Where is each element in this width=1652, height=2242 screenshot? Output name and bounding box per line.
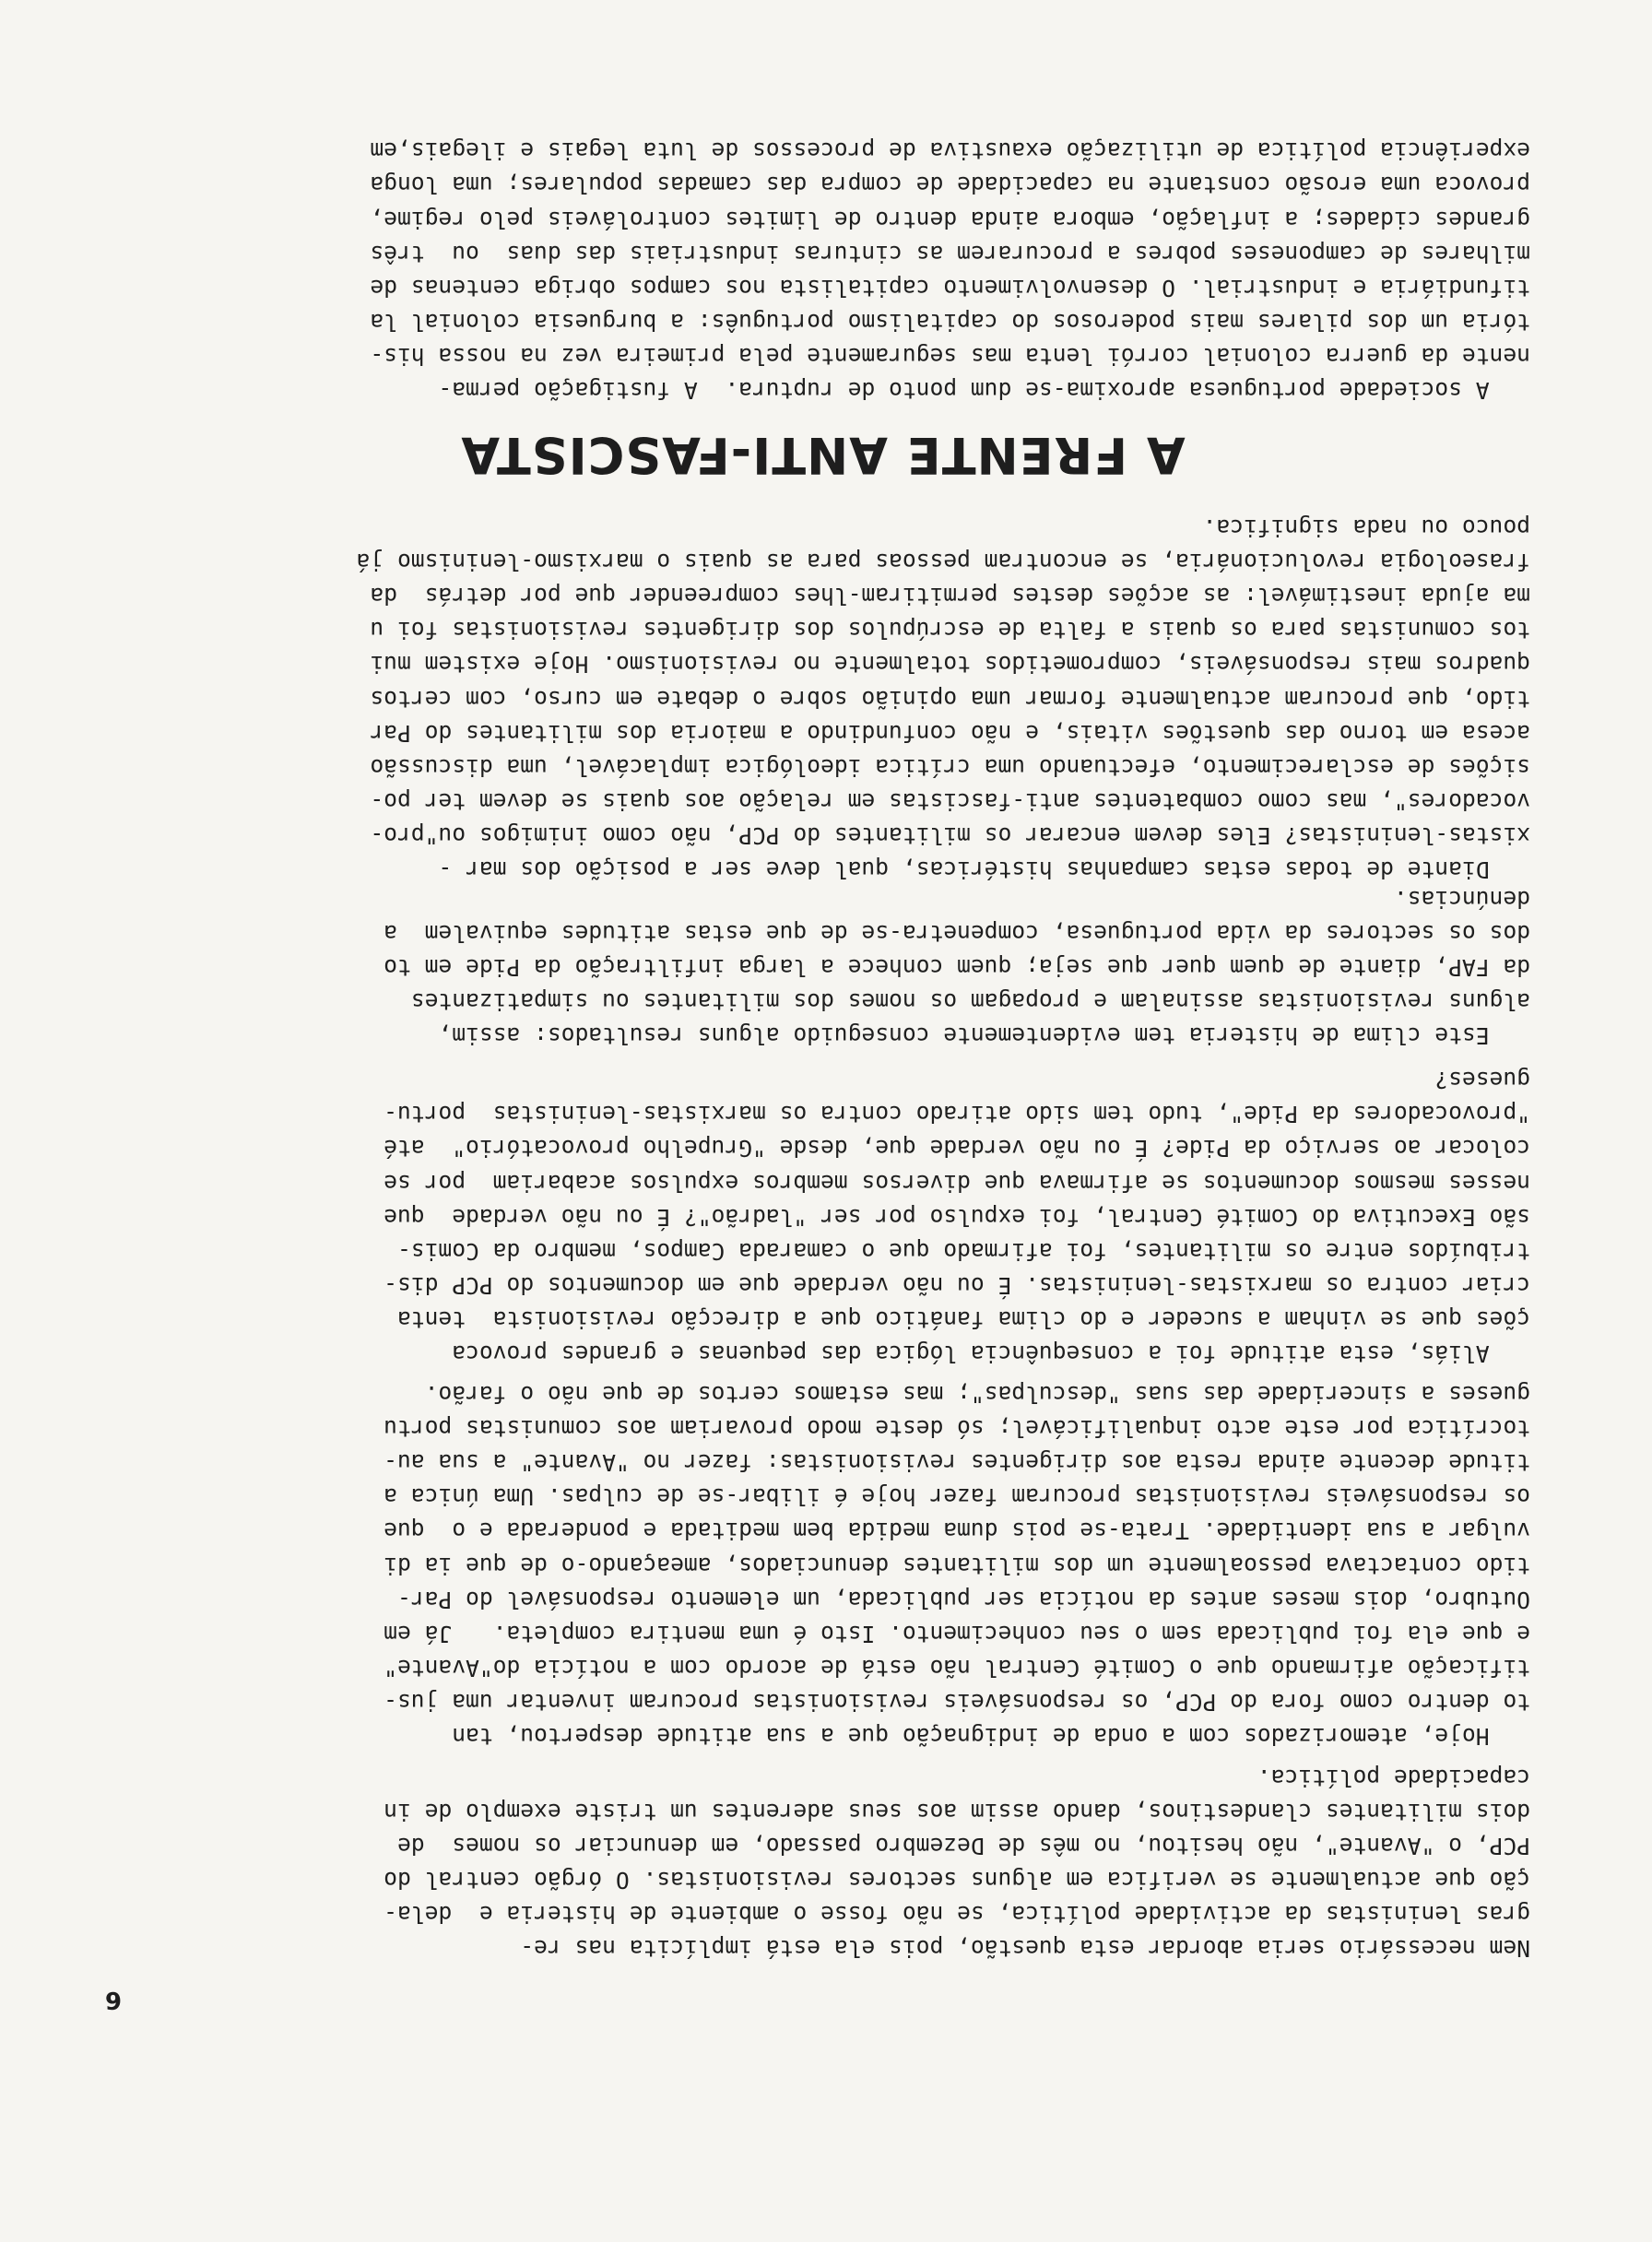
text-line: Hoje, atemorizados com a onda de indignação que a sua atitude despertou, tan: [452, 1723, 1530, 1750]
text-line: dois militantes clandestinos, dando assim aos seus aderentes um triste exemplo de in: [384, 1798, 1530, 1825]
text-line: tocrítica por este acto inqualificável; só deste modo provariam aos comunistas portu: [384, 1415, 1530, 1443]
text-line: Diante de todas estas campanhas histéricas, qual deve ser a posição dos mar -: [438, 856, 1530, 883]
section-heading: A FRENTE ANTI-FASCISTA: [460, 426, 1186, 484]
text-line: provoca uma erosão constante na capacidade de compra das camadas populares; uma longa: [370, 171, 1530, 199]
page-number: 6: [104, 1986, 122, 2013]
text-line: alguns revisionistas assinalam e propagam os nomes dos militantes ou simpatizantes: [410, 987, 1530, 1015]
text-line: gras leninistas da actividade política, se não fosse o ambiente de histeria e dela-: [384, 1900, 1530, 1928]
text-line: colocar ao serviço da Pide? É ou não verdade que, desde "Grupelho provocatório" até: [384, 1135, 1530, 1162]
text-line: tribuídos entre os militantes, foi afirmado que o camarada Campos, membro da Comis-: [397, 1237, 1530, 1265]
text-line: os responsáveis revisionistas procuram fazer hoje é ilibar-se de culpas. Uma única a: [384, 1483, 1530, 1511]
text-line: tido, que procuram actualmente formar uma opinião sobre o debate em curso, com certos: [370, 685, 1530, 713]
text-line: ção que actualmente se verifica em alguns sectores revisionistas. O órgão central do: [384, 1866, 1530, 1894]
text-line: "provocadores da Pide", tudo tem sido atirado contra os marxistas-leninistas portu-: [384, 1101, 1530, 1128]
text-line: gueses?: [1434, 1067, 1530, 1094]
text-line: tifundiária e industrial. O desenvolvimento capitalista nos campos obriga centenas de: [370, 274, 1530, 301]
paragraph-3: [115, 1063, 1530, 1371]
text-line: titude decente ainda resta aos dirigentes revisionistas: fazer no "Avante" a sua au-: [384, 1449, 1530, 1477]
text-line: Aliás, esta atitude foi a consequência lógica das pequenas e grandes provoca: [452, 1340, 1530, 1367]
text-line: Este clima de histeria tem evidentemente conseguido alguns resultados: assim,: [438, 1022, 1530, 1049]
text-line: Nem necessário seria abordar esta questão, pois ela está implícita nas re-: [520, 1935, 1530, 1962]
text-line: vulgar a sua identidade. Trata-se pois duma medida bem meditada e ponderada e o que: [384, 1517, 1530, 1545]
text-line: ções que se vinham a suceder e do clima fanático que a direcção revisionista tenta: [397, 1305, 1530, 1333]
text-line: experiência política de utilização exaustiva de processos de luta legais e ilegais,em: [370, 137, 1530, 165]
text-line: capacidade política.: [1257, 1764, 1530, 1791]
text-line: milhares de camponeses pobres a procurarem as cinturas industriais das duas ou três: [370, 240, 1530, 267]
text-line: to dentro como fora do PCP, os responsáveis revisionistas procuram inventar uma jus-: [384, 1688, 1530, 1716]
text-line: tos comunistas para os quais a falta de escrúpulos dos dirigentes revisionistas foi u: [370, 617, 1530, 644]
text-line: fraseologia revolucionária, se encontram pessoas para as quais o marxismo-leninismo já: [356, 549, 1530, 576]
text-line: Outubro, dois meses antes da notícia ser publicada, um elemento responsável do Par-: [397, 1586, 1530, 1613]
paragraph-5: [115, 511, 1530, 887]
paragraph-2: [115, 1377, 1530, 1753]
text-line: PCP, o "Avante", não hesitou, no mês de Dezembro passado, em denunciar os nomes de: [397, 1832, 1530, 1859]
paragraph-4: [115, 882, 1530, 1053]
text-line: dos os sectores da vida portuguesa, compenetra-se de que estas atitudes equivalem a: [384, 919, 1530, 947]
text-line: grandes cidades; a inflação, embora ainda dentro de limites controláveis pelo regime,: [370, 206, 1530, 233]
text-line: nesses mesmos documentos se afirmava que diversos membros expulsos acabariam por se: [384, 1169, 1530, 1197]
text-line: pouco ou nada significa.: [1202, 514, 1530, 542]
paragraph-1: [115, 1760, 1530, 1965]
text-line: tido contactava pessoalmente um dos militantes denunciados, ameaçando-o de que ia di: [384, 1552, 1530, 1579]
text-line: nente da guerra colonial corrói lenta mas seguramente pela primeira vez na nossa his-: [370, 342, 1530, 370]
text-line: são Executiva do Comité Central, foi expulso por ser "ladrão"? É ou não verdade que: [384, 1203, 1530, 1231]
text-line: A sociedade portuguesa aproxima-se dum ponto de ruptura. A fustigação perma-: [438, 377, 1530, 404]
text-line: xistas-leninistas? Eles devem encarar os militantes do PCP, não como inimigos ou"pro-: [370, 821, 1530, 849]
text-line: criar contra os marxistas-leninistas. É ou não verdade que em documentos do PCP dis-: [384, 1271, 1530, 1299]
text-line: tificação afirmando que o Comité Central não está de acordo com a notícia do"Avante": [384, 1654, 1530, 1682]
text-line: e que ela foi publicada sem o seu conhecimento. Isto é uma mentira completa. Já em: [384, 1620, 1530, 1647]
text-line: acesa em torno das questões vitais, e não confundindo a maioria dos militantes do Par: [370, 719, 1530, 747]
text-line: da FAP, diante de quem quer que seja; quem conhece a larga infiltração da Pide em to: [384, 953, 1530, 981]
text-line: denúncias.: [1393, 885, 1530, 913]
text-line: ma ajuda inestimável: as acções destes permitiram-lhes compreender que por detrás da: [370, 583, 1530, 610]
text-line: quadros mais responsáveis, comprometidos totalmente no revisionismo. Hoje existem mui: [370, 651, 1530, 678]
text-line: sições de esclarecimento, efectuando uma crítica ideológica implacável, uma discussão: [370, 753, 1530, 781]
paragraph-6: [115, 134, 1530, 407]
text-line: tória um dos pilares mais poderosos do capitalismo português: a burguesia colonial la: [370, 308, 1530, 336]
text-line: vocadores", mas como combatentes anti-fascistas em relação aos quais se devem ter po-: [370, 787, 1530, 815]
text-line: gueses a sinceridade das suas "desculpas"; mas estamos certos de que não o farão.: [424, 1381, 1530, 1409]
